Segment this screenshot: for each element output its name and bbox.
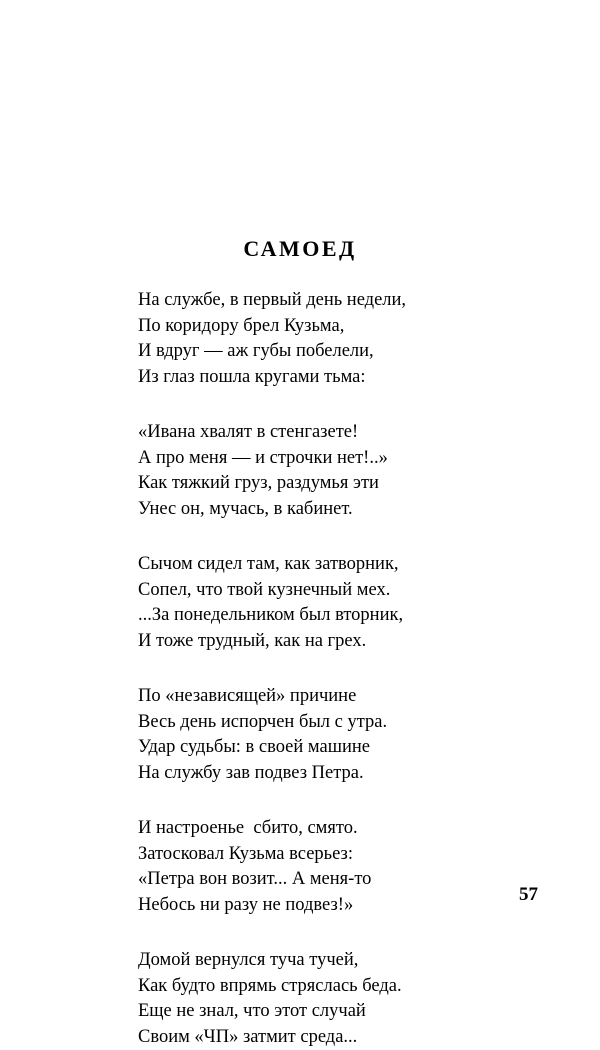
poem-line: По коридору брел Кузьма, xyxy=(138,314,538,340)
poem-line: Из глаз пошла кругами тьма: xyxy=(138,365,538,391)
poem-line: Затосковал Кузьма всерьез: xyxy=(138,842,538,868)
poem-line: ...За понедельником был вторник, xyxy=(138,603,538,629)
poem-line: На службу зав подвез Петра. xyxy=(138,761,538,787)
poem-line: «Ивана хвалят в стенгазете! xyxy=(138,420,538,446)
stanza xyxy=(138,420,538,522)
poem-line: А про меня — и строчки нет!..» xyxy=(138,446,538,472)
poem-line: Унес он, мучась, в кабинет. xyxy=(138,497,538,523)
poem-line: Небось ни разу не подвез!» xyxy=(138,893,538,919)
poem-line: И настроенье сбито, смято. xyxy=(138,816,538,842)
poem-line: По «независящей» причине xyxy=(138,684,538,710)
poem-line: Своим «ЧП» затмит среда... xyxy=(138,1025,538,1050)
stanza xyxy=(138,288,538,390)
poem-line: Удар судьбы: в своей машине xyxy=(138,735,538,761)
stanza xyxy=(138,684,538,786)
poem-line: Сычом сидел там, как затворник, xyxy=(138,552,538,578)
poem-line: Как будто впрямь стряслась беда. xyxy=(138,974,538,1000)
poem-line: На службе, в первый день недели, xyxy=(138,288,538,314)
poem-line: И вдруг — аж губы побелели, xyxy=(138,339,538,365)
stanza xyxy=(138,552,538,654)
poem-line: Домой вернулся туча тучей, xyxy=(138,948,538,974)
poem-line: Сопел, что твой кузнечный мех. xyxy=(138,578,538,604)
poem-body xyxy=(138,288,538,1050)
stanza xyxy=(138,948,538,1050)
poem-title: САМОЕД xyxy=(0,236,600,262)
poem-line: «Петра вон возит... А меня-то xyxy=(138,867,538,893)
poem-line: Весь день испорчен был с утра. xyxy=(138,710,538,736)
poem-line: И тоже трудный, как на грех. xyxy=(138,629,538,655)
poem-line: Как тяжкий груз, раздумья эти xyxy=(138,471,538,497)
page-number: 57 xyxy=(0,884,600,906)
poem-line: Еще не знал, что этот случай xyxy=(138,999,538,1025)
